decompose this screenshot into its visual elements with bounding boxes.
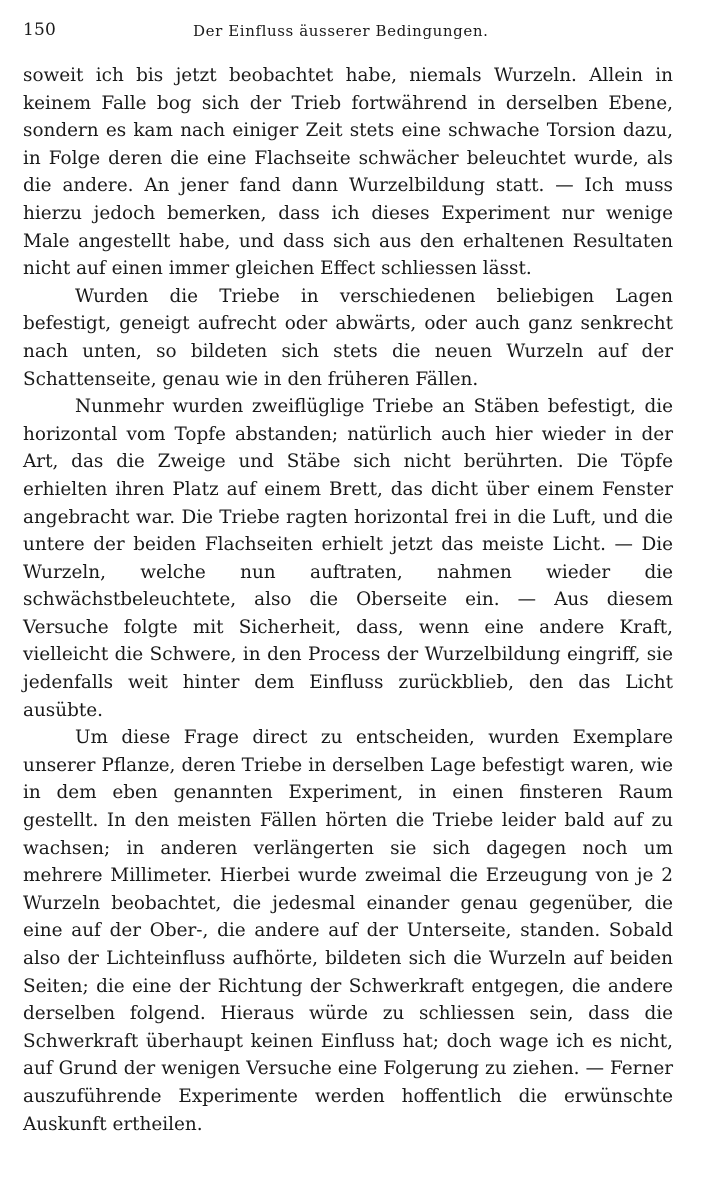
running-title: Der Einfluss äusserer Bedingungen.: [193, 22, 489, 40]
paragraph-continuation: soweit ich bis jetzt beobachtet habe, niemals Wurzeln. Allein in keinem Falle bog sich der Trieb fortwährend in derselben Ebene, sondern es kam nach einiger Zeit stets eine schwache Torsion dazu, in Folge deren die eine Flachseite schwächer beleuchtet wurde, als die andere. An jener fand dann Wurzelbildung statt. — Ich muss hierzu jedoch bemerken, dass ich dieses Experiment nur wenige Male angestellt habe, und dass sich aus den erhaltenen Resultaten nicht auf einen immer gleichen Effect schliessen lässt.: [23, 65, 673, 280]
page-header: [23, 20, 684, 46]
paragraph-finsterer-raum: Um diese Frage direct zu entscheiden, wurden Exemplare unserer Pflanze, deren Triebe in derselben Lage befestigt waren, wie in dem eben genannten Experiment, in einen finsteren Raum gestellt. In den meisten Fällen hörten die Triebe leider bald auf zu wachsen; in anderen verlängerten sie sich dagegen noch um mehrere Millimeter. Hierbei wurde zweimal die Erzeugung von je 2 Wurzeln beobachtet, die jedesmal einander genau gegenüber, die eine auf der Ober-, die andere auf der Unterseite, standen. Sobald also der Lichteinfluss aufhörte, bildeten sich die Wurzeln auf beiden Seiten; die eine der Richtung der Schwerkraft entgegen, die andere derselben folgend. Hieraus würde zu schliessen sein, dass die Schwerkraft überhaupt keinen Einfluss hat; doch wage ich es nicht, auf Grund der wenigen Versuche eine Folgerung zu ziehen. — Ferner auszuführende Experimente werden hoffentlich die erwünschte Auskunft ertheilen.: [23, 727, 673, 1135]
paragraph-triebe-lagen: Wurden die Triebe in verschiedenen beliebigen Lagen befestigt, geneigt aufrecht oder abwärts, oder auch ganz senkrecht nach unten, so bildeten sich stets die neuen Wurzeln auf der Schattenseite, genau wie in den früheren Fällen.: [23, 285, 673, 390]
paragraph-zweifluegelige-triebe: Nunmehr wurden zweiflüglige Triebe an Stäben befestigt, die horizontal vom Topfe abstanden; natürlich auch hier wieder in der Art, das die Zweige und Stäbe sich nicht berührten. Die Töpfe erhielten ihren Platz auf einem Brett, das dicht über einem Fenster angebracht war. Die Triebe ragten horizontal frei in die Luft, und die untere der beiden Flachseiten erhielt jetzt das meiste Licht. — Die Wurzeln, welche nun auftraten, nahmen wieder die schwächstbeleuchtete, also die Oberseite ein. — Aus diesem Versuche folgte mit Sicherheit, dass, wenn eine andere Kraft, vielleicht die Schwere, in den Process der Wurzelbildung eingriff, sie jedenfalls weit hinter dem Einfluss zurückblieb, den das Licht ausübte.: [23, 396, 673, 721]
body-text: [23, 62, 673, 1138]
page-number: 150: [23, 20, 57, 40]
